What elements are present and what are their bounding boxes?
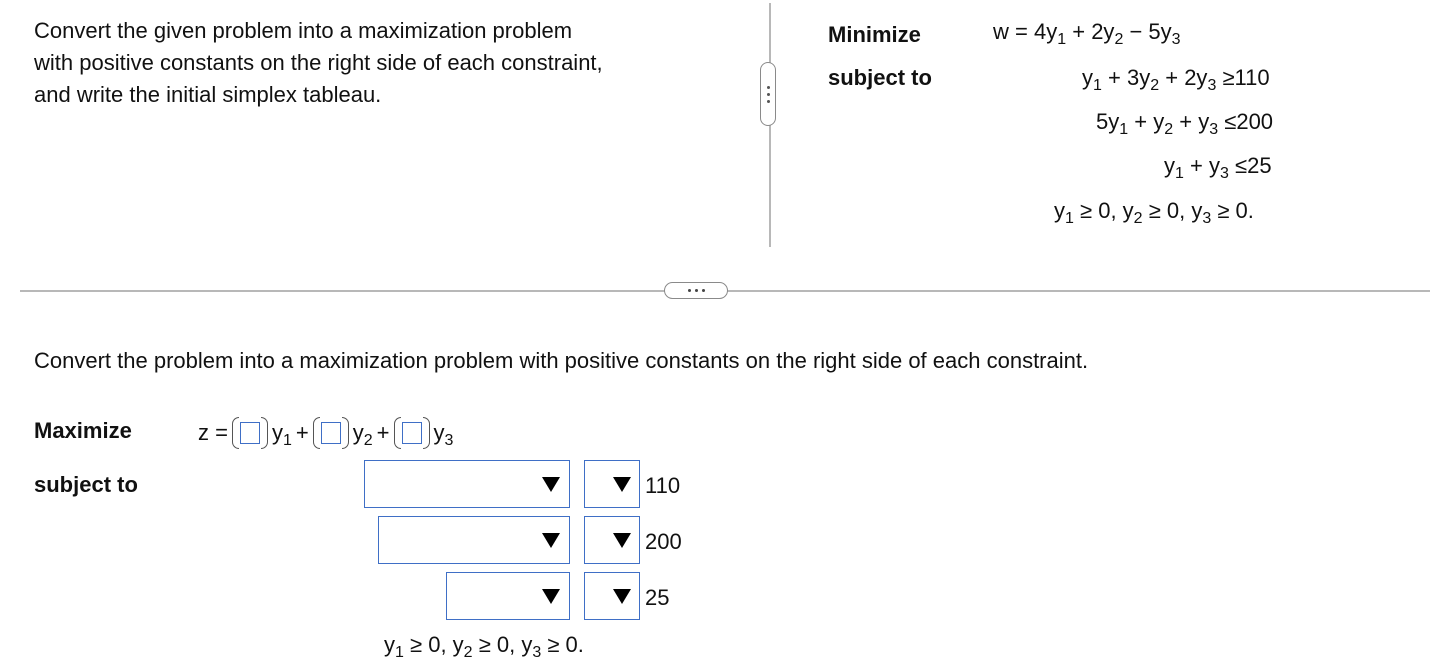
- triangle-down-icon: [542, 477, 560, 492]
- constraint-3-rhs: 25: [645, 585, 670, 610]
- constraint-2-relation-dropdown[interactable]: [584, 516, 640, 564]
- horizontal-ellipsis-icon: [688, 289, 691, 292]
- coefficient-input-y2[interactable]: [321, 422, 341, 444]
- horizontal-resize-handle[interactable]: [664, 282, 728, 299]
- coefficient-y1: [232, 417, 268, 449]
- constraint-1-relation-dropdown[interactable]: [584, 460, 640, 508]
- minimize-label: Minimize: [828, 22, 921, 47]
- variable-y1: $y_1$: [271, 420, 292, 449]
- constraint-1-rhs: 110: [645, 473, 681, 498]
- vertical-ellipsis-icon: [767, 86, 770, 89]
- coefficient-y2: [313, 417, 349, 449]
- prompt-line-3: and write the initial simplex tableau.: [34, 82, 382, 107]
- problem-prompt: [34, 15, 734, 111]
- constraint-1-lhs-dropdown[interactable]: [364, 460, 570, 508]
- triangle-down-icon: [542, 589, 560, 604]
- coefficient-input-y3[interactable]: [402, 422, 422, 444]
- objective-lhs: z =: [198, 420, 228, 445]
- prompt-line-2: with positive constants on the right side of each constraint,: [34, 50, 603, 75]
- coefficient-y3: [394, 417, 430, 449]
- constraint-2-rhs: 200: [645, 529, 682, 554]
- triangle-down-icon: [613, 589, 631, 604]
- original-constraint-1: $y_1 + 3y_2 + 2y_3 \ge 110$: [1082, 65, 1270, 94]
- variable-y2: $y_2$: [352, 420, 373, 449]
- plus-sign: +: [376, 420, 390, 445]
- constraint-2-lhs-dropdown[interactable]: [378, 516, 570, 564]
- prompt-line-1: Convert the given problem into a maximization problem: [34, 18, 573, 43]
- coefficient-input-y1[interactable]: [240, 422, 260, 444]
- instruction-text: Convert the problem into a maximization problem with positive constants on the right side of each constraint.: [34, 348, 1089, 373]
- maximize-label: Maximize: [34, 418, 132, 443]
- vertical-resize-handle[interactable]: [760, 62, 776, 126]
- objective-row: [198, 417, 453, 449]
- triangle-down-icon: [613, 477, 631, 492]
- triangle-down-icon: [613, 533, 631, 548]
- triangle-down-icon: [542, 533, 560, 548]
- answer-subject-to-label: subject to: [34, 472, 138, 497]
- original-constraint-2: $5y_1 + y_2 + y_3 \le 200$: [1096, 109, 1274, 138]
- variable-y3: $y_3$: [433, 420, 454, 449]
- original-nonnegativity: $y_1 \ge 0$, $y_2 \ge 0$, $y_3 \ge 0$.: [1054, 198, 1254, 227]
- original-objective: $w = 4y_1 + 2y_2 - 5y_3$: [993, 19, 1181, 48]
- original-subject-to-label: subject to: [828, 65, 932, 90]
- answer-nonnegativity: $y_1 \ge 0$, $y_2 \ge 0$, $y_3 \ge 0$.: [384, 632, 584, 661]
- original-constraint-3: $y_1 + y_3 \le 25$: [1164, 153, 1272, 182]
- plus-sign: +: [295, 420, 309, 445]
- constraint-3-relation-dropdown[interactable]: [584, 572, 640, 620]
- constraint-3-lhs-dropdown[interactable]: [446, 572, 570, 620]
